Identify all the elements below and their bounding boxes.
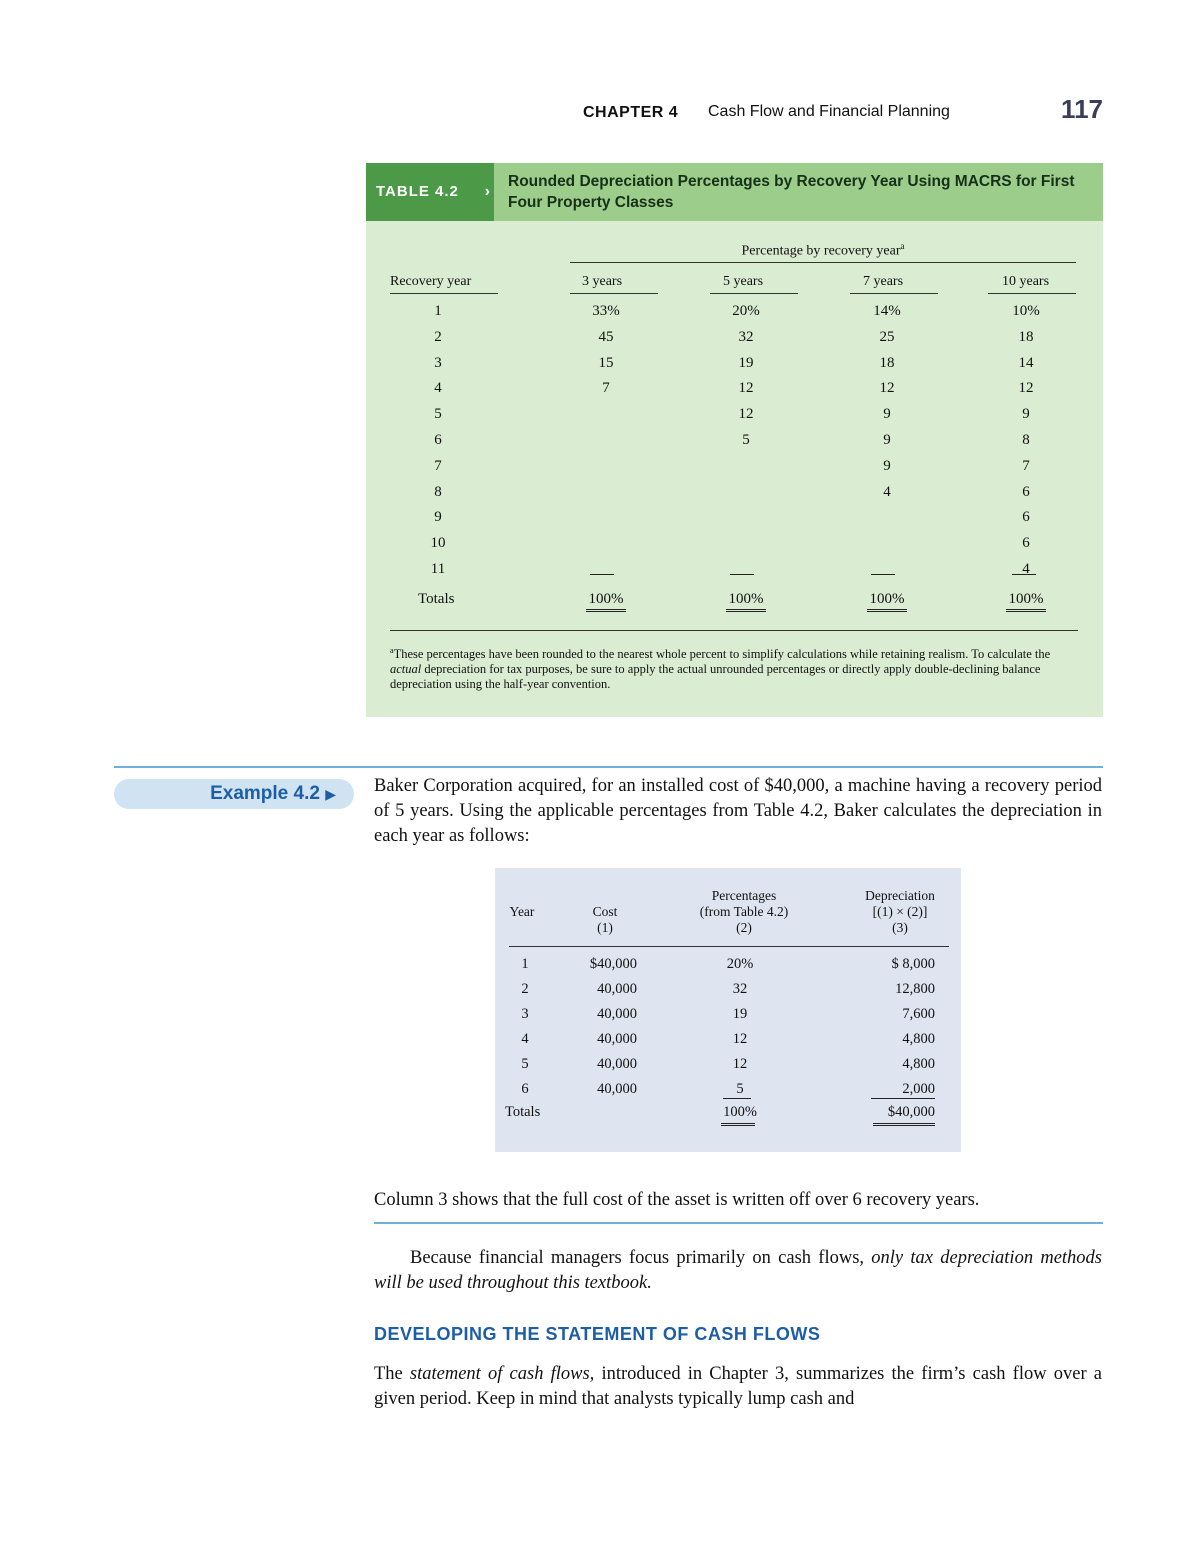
cell-cost: 40,000 <box>597 1031 637 1047</box>
row-header: Recovery year <box>390 274 472 289</box>
subtotal-rule <box>1012 574 1036 575</box>
cell-10-years: 9 <box>1022 406 1030 423</box>
column-header-5-years: 5 years <box>723 274 764 289</box>
example-label <box>114 779 354 809</box>
cell-3-years: 7 <box>602 380 610 397</box>
total-percentage: 100% <box>723 1104 757 1120</box>
cell-year: 4 <box>521 1031 529 1047</box>
cell-year: 3 <box>521 1006 529 1022</box>
paragraph <box>374 1362 1102 1412</box>
total-5-years: 100% <box>728 591 764 607</box>
example-top-rule <box>114 766 1103 768</box>
cell-7-years: 9 <box>883 432 891 448</box>
table-label <box>366 163 494 221</box>
cell-percentage: 32 <box>732 981 748 997</box>
cell-year: 2 <box>521 981 529 997</box>
column-header-cost-sub: (1) <box>597 920 613 935</box>
subtotal-rule <box>723 1098 751 1099</box>
cell-10-years: 4 <box>1022 561 1030 577</box>
cell-percentage: 5 <box>736 1081 744 1097</box>
cell-5-years: 32 <box>738 328 754 345</box>
header-rule <box>570 293 658 294</box>
cell-cost: 40,000 <box>597 981 637 997</box>
cell-recovery-year: 11 <box>430 561 446 577</box>
table-4-2 <box>366 163 1103 717</box>
cell-10-years: 6 <box>1022 509 1030 526</box>
cell-depreciation: 12,800 <box>895 981 935 997</box>
paragraph-text: Because financial managers focus primarily on cash flows, <box>410 1248 872 1268</box>
column-header-year: Year <box>509 904 535 919</box>
cell-recovery-year: 4 <box>434 380 442 397</box>
cell-cost: 40,000 <box>597 1081 637 1097</box>
cell-percentage: 12 <box>732 1031 748 1047</box>
paragraph-emphasis: only tax depreciation methods will be used throughout this textbook. <box>374 1248 1102 1293</box>
cell-cost: $40,000 <box>589 956 637 972</box>
example-label-text: Example 4.2 <box>210 783 320 804</box>
total-underline <box>873 1123 935 1126</box>
group-header-rule <box>570 262 1076 263</box>
cell-recovery-year: 3 <box>434 354 442 371</box>
cell-10-years: 8 <box>1022 432 1030 448</box>
cell-10-years: 14 <box>1018 354 1034 371</box>
subtotal-rule <box>871 1098 935 1099</box>
totals-label: Totals <box>418 591 455 607</box>
depreciation-table <box>495 868 961 1152</box>
paragraph-text: The <box>374 1364 410 1384</box>
cell-7-years: 4 <box>883 483 891 500</box>
chapter-title: Cash Flow and Financial Planning <box>708 103 950 120</box>
cell-year: 1 <box>521 956 529 972</box>
cell-10-years: 18 <box>1018 328 1034 345</box>
example-text: Baker Corporation acquired, for an installed cost of $40,000, a machine having a recovery period of 5 years. Using the applicable percentages from Table 4.2, Baker calculates the depreciation in each year as follows: <box>374 776 1102 846</box>
cell-depreciation: 2,000 <box>902 1081 935 1097</box>
running-head <box>0 94 1103 128</box>
cell-5-years: 12 <box>738 406 754 423</box>
cell-7-years: 18 <box>879 354 895 371</box>
cell-percentage: 19 <box>732 1006 748 1022</box>
column-header-3-years: 3 years <box>582 274 623 289</box>
table-label-text: TABLE 4.2 <box>376 183 459 200</box>
column-header-7-years: 7 years <box>863 274 904 289</box>
example-conclusion: Column 3 shows that the full cost of the asset is written off over 6 recovery years. <box>374 1190 980 1210</box>
cell-depreciation: 4,800 <box>902 1031 935 1047</box>
header-rule <box>509 946 949 947</box>
dash-rule <box>590 574 614 575</box>
total-7-years: 100% <box>869 591 905 607</box>
dash-rule <box>871 574 895 575</box>
footnote-text: These percentages have been rounded to the nearest whole percent to simplify calculations while retaining realism. To calculate the <box>393 647 1051 662</box>
cell-recovery-year: 5 <box>434 406 442 423</box>
footnote-rule <box>390 630 1078 631</box>
total-underline <box>586 609 626 612</box>
chapter-label: CHAPTER 4 <box>583 104 679 121</box>
total-underline <box>867 609 907 612</box>
cell-depreciation: 7,600 <box>902 1006 935 1022</box>
cell-10-years: 12 <box>1018 380 1034 397</box>
cell-depreciation: $ 8,000 <box>891 956 935 972</box>
cell-cost: 40,000 <box>597 1056 637 1072</box>
page-number: 117 <box>1061 94 1103 124</box>
cell-recovery-year: 8 <box>434 483 442 500</box>
paragraph-text: introduced in Chapter 3, summarizes the firm’s cash flow over a given period. Keep in mind that analysts typically lump cash and <box>374 1364 1102 1409</box>
header-rule <box>850 293 938 294</box>
total-depreciation: $40,000 <box>887 1104 935 1120</box>
cell-10-years: 10% <box>1012 303 1040 319</box>
cell-year: 6 <box>521 1081 529 1097</box>
cell-7-years: 9 <box>883 406 891 423</box>
cell-5-years: 20% <box>732 303 760 319</box>
table-header <box>366 163 1103 221</box>
cell-7-years: 25 <box>879 328 895 345</box>
cell-recovery-year: 10 <box>430 535 446 552</box>
table-footnote <box>390 643 1080 692</box>
cell-recovery-year: 7 <box>434 457 442 474</box>
header-rule <box>390 293 498 294</box>
chevron-right-icon: › <box>484 183 491 200</box>
dash-rule <box>730 574 754 575</box>
column-header-percentages: Percentages <box>711 888 777 903</box>
paragraph <box>374 1246 1102 1296</box>
cell-5-years: 19 <box>738 354 754 371</box>
cell-3-years: 15 <box>598 354 614 371</box>
cell-depreciation: 4,800 <box>902 1056 935 1072</box>
triangle-right-icon: ▶ <box>325 786 336 802</box>
cell-10-years: 6 <box>1022 483 1030 500</box>
footnote-marker: a <box>390 646 394 655</box>
cell-7-years: 12 <box>879 380 895 397</box>
header-rule <box>988 293 1076 294</box>
column-header-depreciation: Depreciation <box>865 888 935 903</box>
cell-recovery-year: 6 <box>434 432 442 448</box>
footnote-text: depreciation for tax purposes, be sure to apply the actual unrounded percentages or directly apply double-declining balance depreciation using the half-year convention. <box>390 662 1041 692</box>
cell-recovery-year: 2 <box>434 328 442 345</box>
footnote-emphasis: actual <box>390 662 422 677</box>
cell-cost: 40,000 <box>597 1006 637 1022</box>
header-rule <box>710 293 798 294</box>
footnote-marker: a <box>900 241 905 251</box>
table-title: Rounded Depreciation Percentages by Recovery Year Using MACRS for First Four Property Classes <box>508 173 1075 211</box>
column-header-10-years: 10 years <box>1002 274 1050 289</box>
total-underline <box>721 1123 755 1126</box>
cell-7-years: 14% <box>873 303 901 319</box>
cell-3-years: 45 <box>598 328 614 345</box>
cell-percentage: 12 <box>732 1056 748 1072</box>
cell-year: 5 <box>521 1056 529 1072</box>
group-header-text: Percentage by recovery year <box>741 243 901 259</box>
total-10-years: 100% <box>1008 591 1044 607</box>
column-header-percentages-sub: (from Table 4.2) <box>699 904 789 919</box>
total-3-years: 100% <box>588 591 624 607</box>
section-heading: DEVELOPING THE STATEMENT OF CASH FLOWS <box>374 1324 821 1344</box>
column-header-percentages-sub2: (2) <box>736 920 752 935</box>
total-underline <box>1006 609 1046 612</box>
column-header-depreciation-sub: [(1) × (2)] <box>872 904 928 919</box>
cell-7-years: 9 <box>883 457 891 474</box>
cell-recovery-year: 1 <box>434 303 442 319</box>
cell-10-years: 7 <box>1022 457 1030 474</box>
paragraph-emphasis: statement of cash flows, <box>409 1364 595 1384</box>
cell-5-years: 5 <box>742 432 750 448</box>
cell-5-years: 12 <box>738 380 754 397</box>
totals-label: Totals <box>505 1104 541 1120</box>
cell-3-years: 33% <box>592 303 620 319</box>
cell-recovery-year: 9 <box>434 509 442 526</box>
column-header-depreciation-sub2: (3) <box>892 920 908 935</box>
cell-percentage: 20% <box>726 956 754 972</box>
cell-10-years: 6 <box>1022 535 1030 552</box>
total-underline <box>726 609 766 612</box>
group-header <box>570 241 1076 260</box>
example-bottom-rule <box>374 1222 1103 1224</box>
column-header-cost: Cost <box>592 904 618 919</box>
